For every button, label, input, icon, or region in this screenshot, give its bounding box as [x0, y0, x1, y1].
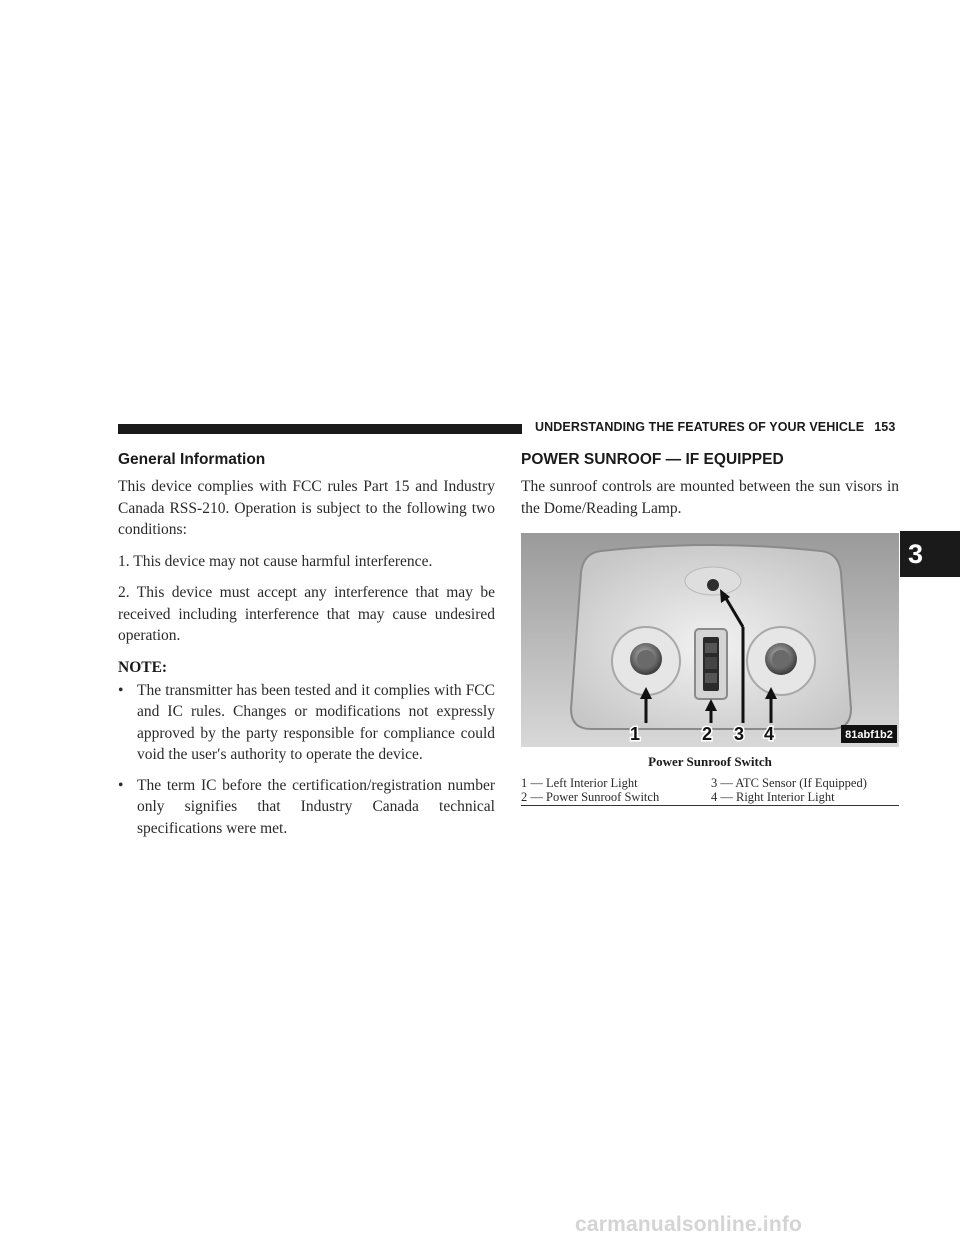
- intro-paragraph: This device complies with FCC rules Part 15 and Industry Canada RSS-210. Operation is subject to the following two conditions:: [118, 478, 495, 538]
- bullet-icon: •: [118, 681, 124, 699]
- left-column: [118, 450, 495, 848]
- section-heading-power-sunroof: POWER SUNROOF — IF EQUIPPED: [521, 451, 784, 468]
- legend-item: 1 — Left Interior Light: [521, 776, 638, 790]
- figure-legend: [521, 776, 899, 806]
- callout-3: 3: [733, 724, 745, 744]
- watermark: carmanualsonline.info: [575, 1213, 803, 1236]
- legend-item: 2 — Power Sunroof Switch: [521, 790, 660, 804]
- right-column: [521, 450, 899, 806]
- note-list: [118, 680, 495, 840]
- condition-1: 1. This device may not cause harmful interference.: [118, 552, 433, 570]
- right-interior-light: [747, 627, 815, 695]
- bullet-icon: •: [118, 776, 124, 794]
- power-sunroof-switch: [695, 629, 727, 699]
- sunroof-switch-illustration: [521, 533, 899, 747]
- section-heading-general-information: General Information: [118, 451, 266, 468]
- figure-caption: Power Sunroof Switch: [648, 754, 772, 769]
- header-rule: [118, 424, 522, 434]
- note-item: • The term IC before the certification/registration number only signifies that Industry Canada technical specifications were met.: [118, 776, 495, 837]
- figure-code: 81abf1b2: [845, 729, 893, 741]
- page-number: 153: [874, 420, 896, 434]
- atc-sensor: [707, 579, 719, 591]
- header-title: UNDERSTANDING THE FEATURES OF YOUR VEHICLE: [535, 420, 865, 434]
- callout-4: 4: [763, 724, 775, 744]
- sunroof-intro: The sunroof controls are mounted between the sun visors in the Dome/Reading Lamp.: [521, 478, 899, 517]
- legend-item: 4 — Right Interior Light: [711, 790, 835, 804]
- running-header: [535, 420, 895, 434]
- chapter-tab: 3: [900, 531, 960, 577]
- condition-2: 2. This device must accept any interference that may be received including interference that may cause undesired operation.: [118, 584, 495, 644]
- note-label: NOTE:: [118, 658, 168, 676]
- left-interior-light: [612, 627, 680, 695]
- callout-1: 1: [629, 724, 641, 744]
- callout-2: 2: [701, 724, 713, 744]
- overhead-console-drawing: [521, 533, 899, 747]
- legend-item: 3 — ATC Sensor (If Equipped): [711, 776, 867, 790]
- note-item: • The transmitter has been tested and it complies with FCC and IC rules. Changes or modifications not expressly approved by the party responsible for compliance could void the user′s authority to operate the device.: [118, 681, 495, 763]
